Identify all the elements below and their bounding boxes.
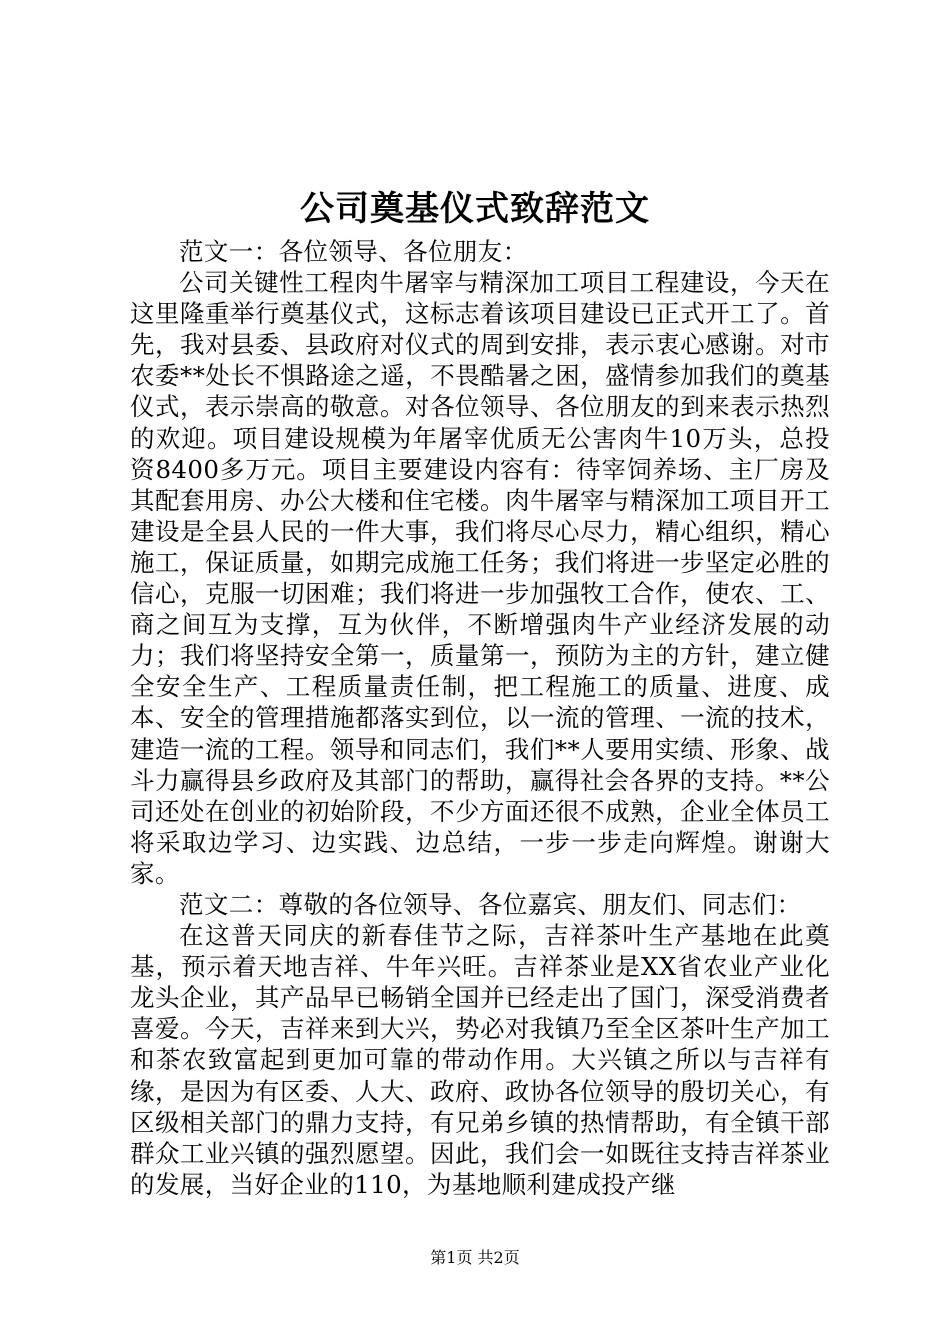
salutation-2: 范文二：尊敬的各位领导、各位嘉宾、朋友们、同志们： — [179, 889, 802, 919]
body-paragraph-2: 在这普天同庆的新春佳节之际，吉祥茶叶生产基地在此奠基，预示着天地吉祥、牛年兴旺。吉祥茶业是XX省农业产业化龙头企业，其产品早已畅销全国并已经走出了国门，深受消费者喜爱。今天，吉祥来到大兴，势必对我镇乃至全区茶叶生产加工和茶农致富起到更加可靠的带动作用。大兴镇之所以与吉祥有缘，是因为有区委、人大、政府、政协各位领导的殷切关心，有区级相关部门的鼎力支持，有兄弟乡镇的热情帮助，有全镇干部群众工业兴镇的强烈愿望。因此，我们会一如既往支持吉祥茶业的发展，当好企业的110，为基地顺利建成投产继 — [130, 921, 830, 1199]
document-title: 公司奠基仪式致辞范文 — [300, 189, 650, 229]
salutation-1: 范文一：各位领导、各位朋友： — [179, 237, 528, 266]
page-number-footer: 第1页 共2页 — [430, 1248, 520, 1267]
body-paragraph-1: 公司关键性工程肉牛屠宰与精深加工项目工程建设，今天在这里隆重举行奠基仪式，这标志着该项目建设已正式开工了。首先，我对县委、县政府对仪式的周到安排，表示衷心感谢。对市农委**处长不惧路途之遥，不畏酷暑之困，盛情参加我们的奠基仪式，表示崇高的敬意。对各位领导、各位朋友的到来表示热烈的欢迎。项目建设规模为年屠宰优质无公害肉牛10万头，总投资8400多万元。项目主要建设内容有：待宰饲养场、主厂房及其配套用房、办公大楼和住宅楼。肉牛屠宰与精深加工项目开工建设是全县人民的一件大事，我们将尽心尽力，精心组织，精心施工，保证质量，如期完成施工任务；我们将进一步坚定必胜的信心，克服一切困难；我们将进一步加强牧工合作，使农、工、商之间互为支撑，互为伙伴，不断增强肉牛产业经济发展的动力；我们将坚持安全第一，质量第一，预防为主的方针，建立健全安全生产、工程质量责任制，把工程施工的质量、进度、成本、安全的管理措施都落实到位，以一流的管理、一流的技术，建造一流的工程。领导和同志们，我们**人要用实绩、形象、战斗力赢得县乡政府及其部门的帮助，赢得社会各界的支持。**公司还处在创业的初始阶段，不少方面还很不成熟，企业全体员工将采取边学习、边实践、边总结，一步一步走向辉煌。谢谢大家。 — [130, 268, 830, 888]
document-body — [130, 236, 830, 1200]
